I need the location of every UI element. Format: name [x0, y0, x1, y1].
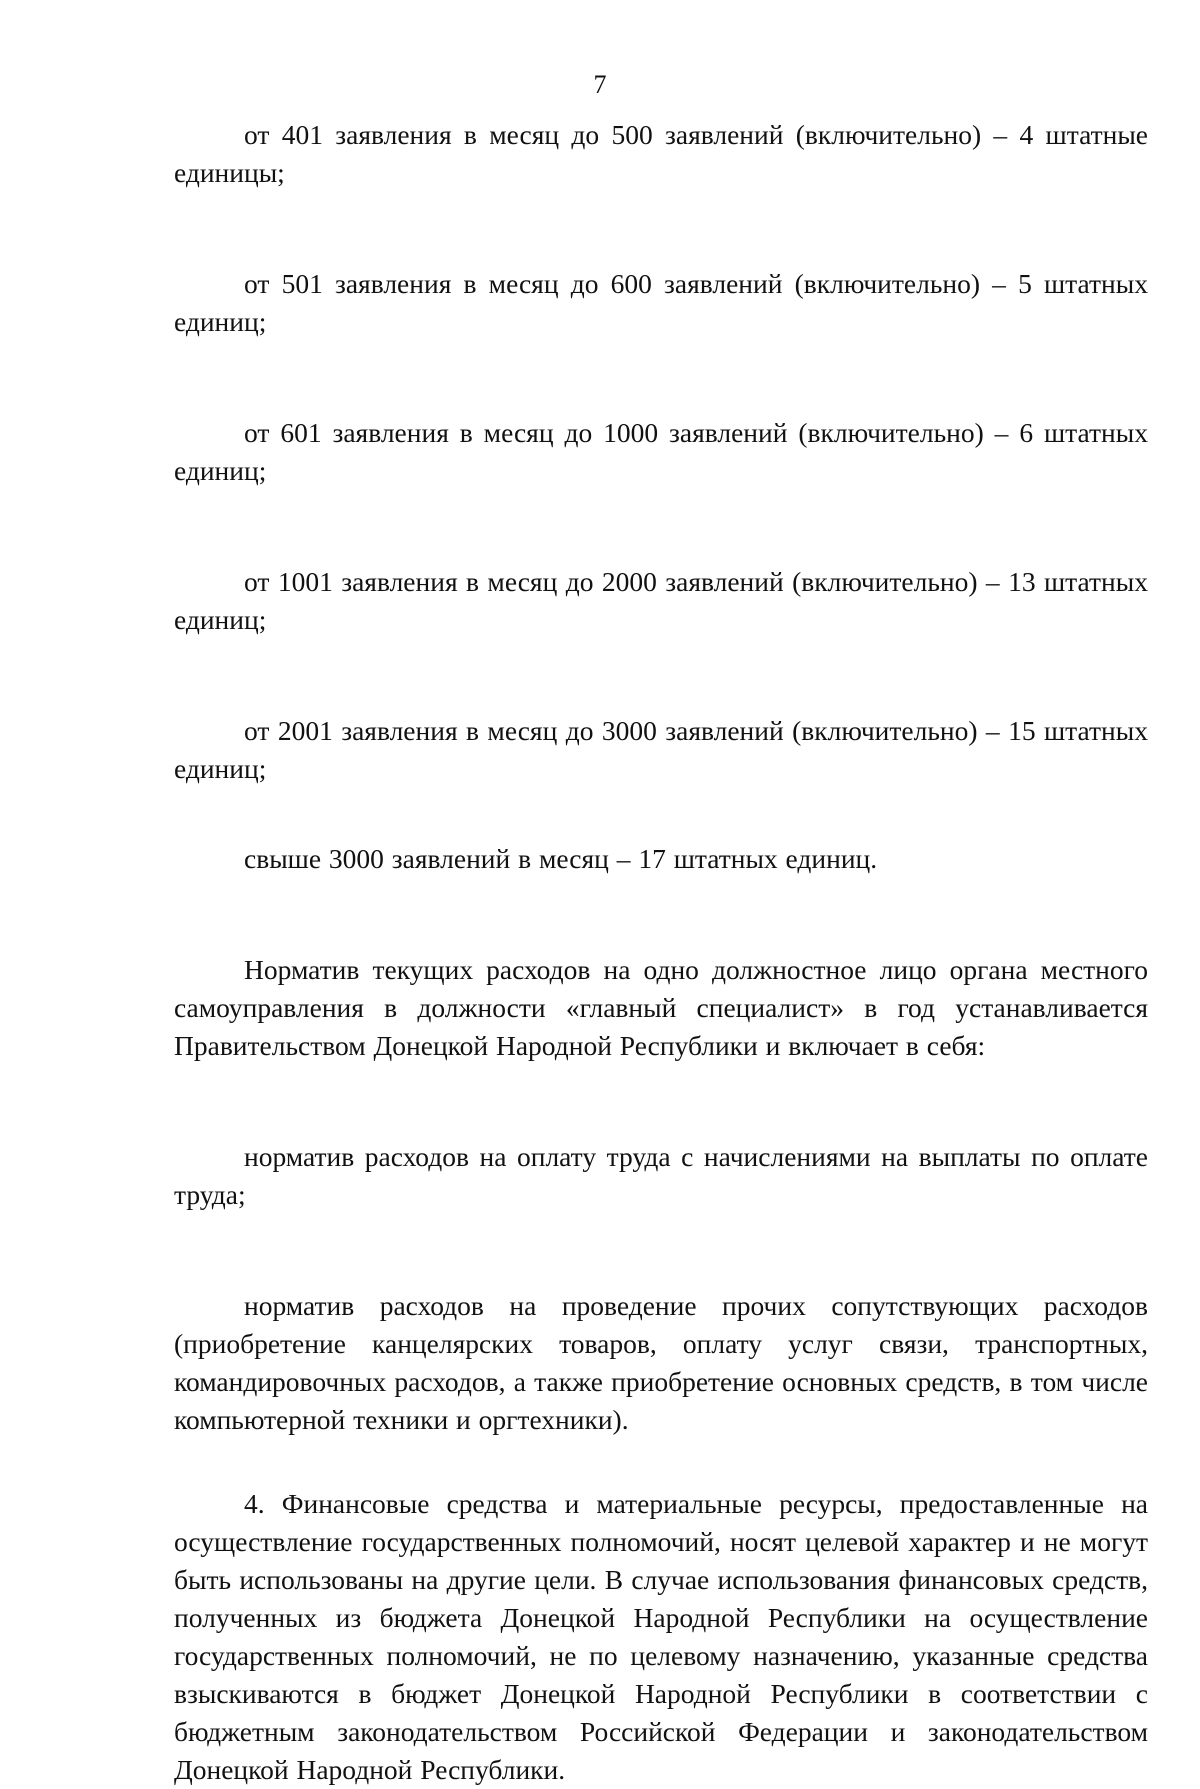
- paragraph-staff-1001-2000: от 1001 заявления в месяц до 2000 заявлений (включительно) – 13 штатных единиц;: [174, 566, 1148, 635]
- document-body: [174, 116, 1148, 1789]
- paragraph-staff-501-600: от 501 заявления в месяц до 600 заявлений (включительно) – 5 штатных единиц;: [174, 268, 1148, 337]
- paragraph-staff-601-1000: от 601 заявления в месяц до 1000 заявлений (включительно) – 6 штатных единиц;: [174, 417, 1148, 486]
- page-number: 7: [593, 70, 607, 99]
- paragraph-staff-401-500: от 401 заявления в месяц до 500 заявлений (включительно) – 4 штатные единицы;: [174, 119, 1148, 188]
- paragraph-staff-over-3000: свыше 3000 заявлений в месяц – 17 штатных единиц.: [244, 843, 878, 874]
- paragraph-expense-standard: Норматив текущих расходов на одно должностное лицо органа местного самоуправления в должности «главный специалист» в год устанавливается Правительством Донецкой Народной Республики и включает в себя:: [174, 954, 1148, 1061]
- paragraph-labor-costs: норматив расходов на оплату труда с начислениями на выплаты по оплате труда;: [174, 1141, 1148, 1210]
- paragraph-staff-2001-3000: от 2001 заявления в месяц до 3000 заявлений (включительно) – 15 штатных единиц;: [174, 715, 1148, 784]
- paragraph-other-costs: норматив расходов на проведение прочих сопутствующих расходов (приобретение канцелярских товаров, оплату услуг связи, транспортных, командировочных расходов, а также приобретение основных средств, в том числе компьютерной техники и оргтехники).: [174, 1290, 1148, 1435]
- paragraph-section-4: 4. Финансовые средства и материальные ресурсы, предоставленные на осуществление государственных полномочий, носят целевой характер и не могут быть использованы на другие цели. В случае использования финансовых средств, полученных из бюджета Донецкой Народной Республики на осуществление государственных полномочий, не по целевому назначению, указанные средства взыскиваются в бюджет Донецкой Народной Республики в соответствии с бюджетным законодательством Российской Федерации и законодательством Донецкой Народной Республики.: [174, 1488, 1148, 1785]
